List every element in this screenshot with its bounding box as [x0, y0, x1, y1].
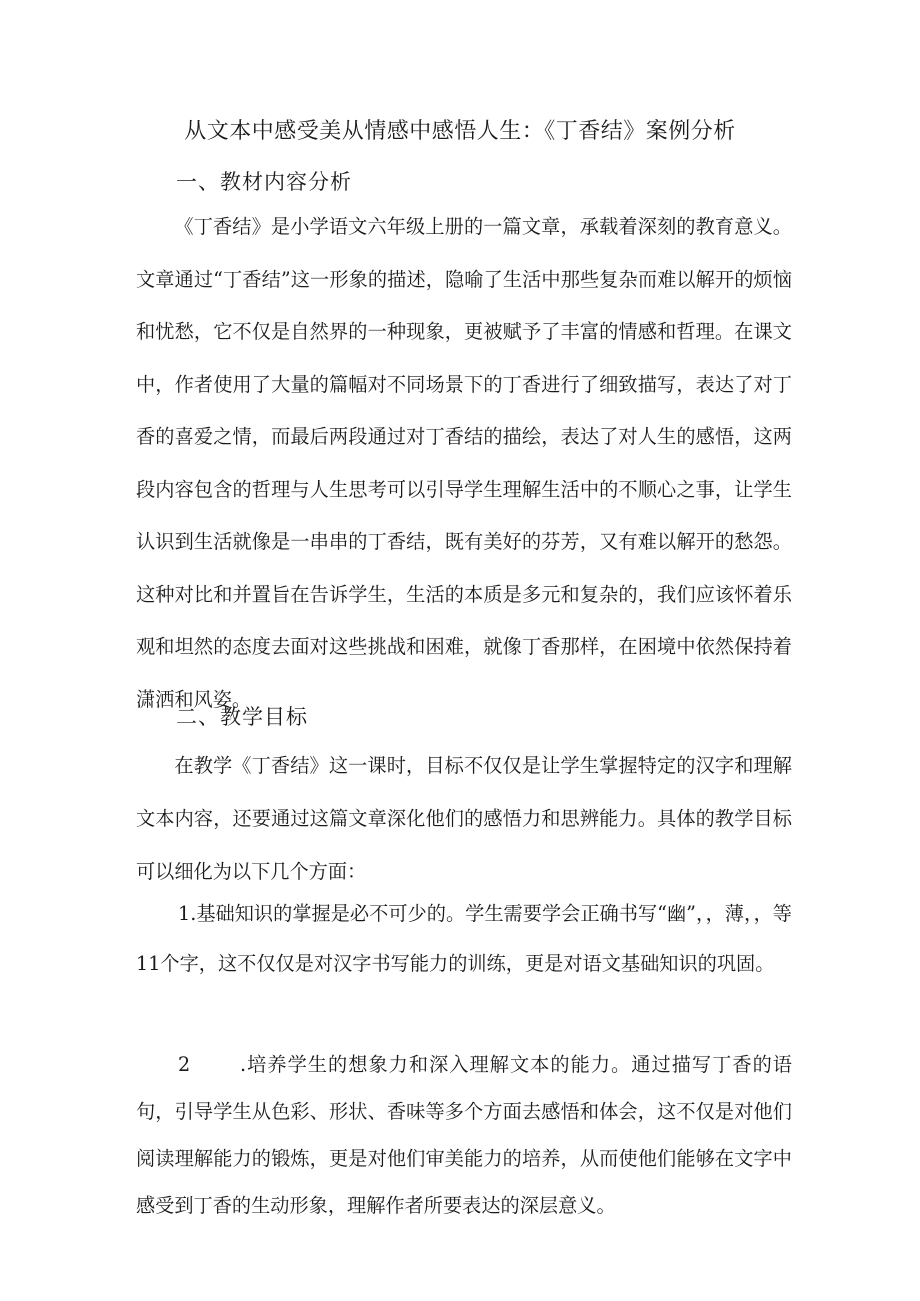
list-item-number: 1: [178, 902, 191, 925]
document-title: 从文本中感受美从情感中感悟人生：《丁香结》案例分析: [184, 119, 736, 144]
list-item-text: .培养学生的想象力和深入理解文本的能力。通过描写丁香的语句，引导学生从色彩、形状、香味等多个方面去感悟和体会，这不仅是对他们阅读理解能力的锻炼，更是对他们审美能力的培养，从而使他们能够在文字中感受到丁香的生动形象，理解作者所要表达的深层意义。: [136, 1053, 792, 1217]
paragraph-content-analysis: 《丁香结》是小学语文六年级上册的一篇文章，承载着深刻的教育意义。文章通过“丁香结”这一形象的描述，隐喻了生活中那些复杂而难以解开的烦恼和忧愁，它不仅是自然界的一种现象，更被赋予了丰富的情感和哲理。在课文中，作者使用了大量的篇幅对不同场景下的丁香进行了细致描写，表达了对丁香的喜爱之情，而最后两段通过对丁香结的描绘，表达了对人生的感悟，这两段内容包含的哲理与人生思考可以引导学生理解生活中的不顺心之事，让学生认识到生活就像是一串串的丁香结，既有美好的芬芳，又有难以解开的愁怨。这种对比和并置旨在告诉学生，生活的本质是多元和复杂的，我们应该怀着乐观和坦然的态度去面对这些挑战和困难，就像丁香那样，在困境中依然保持着潇洒和风姿。: [136, 215, 792, 711]
list-item-number: 2: [178, 1053, 191, 1076]
list-item-goal-2: [136, 1041, 792, 1229]
list-item-goal-1: [136, 889, 792, 989]
list-item-text: .基础知识的掌握是必不可少的。学生需要学会正确书写“幽”，，薄，，等11个字，这不仅仅是对汉字书写能力的训练，更是对语文基础知识的巩固。: [136, 902, 792, 975]
section-heading-content-analysis: 一、教材内容分析: [176, 170, 352, 194]
paragraph-teaching-goals-intro: 在教学《丁香结》这一课时，目标不仅仅是让学生掌握特定的汉字和理解文本内容，还要通过这篇文章深化他们的感悟力和思辨能力。具体的教学目标可以细化为以下几个方面：: [136, 754, 792, 883]
section-heading-teaching-goals: 二、教学目标: [176, 705, 308, 729]
